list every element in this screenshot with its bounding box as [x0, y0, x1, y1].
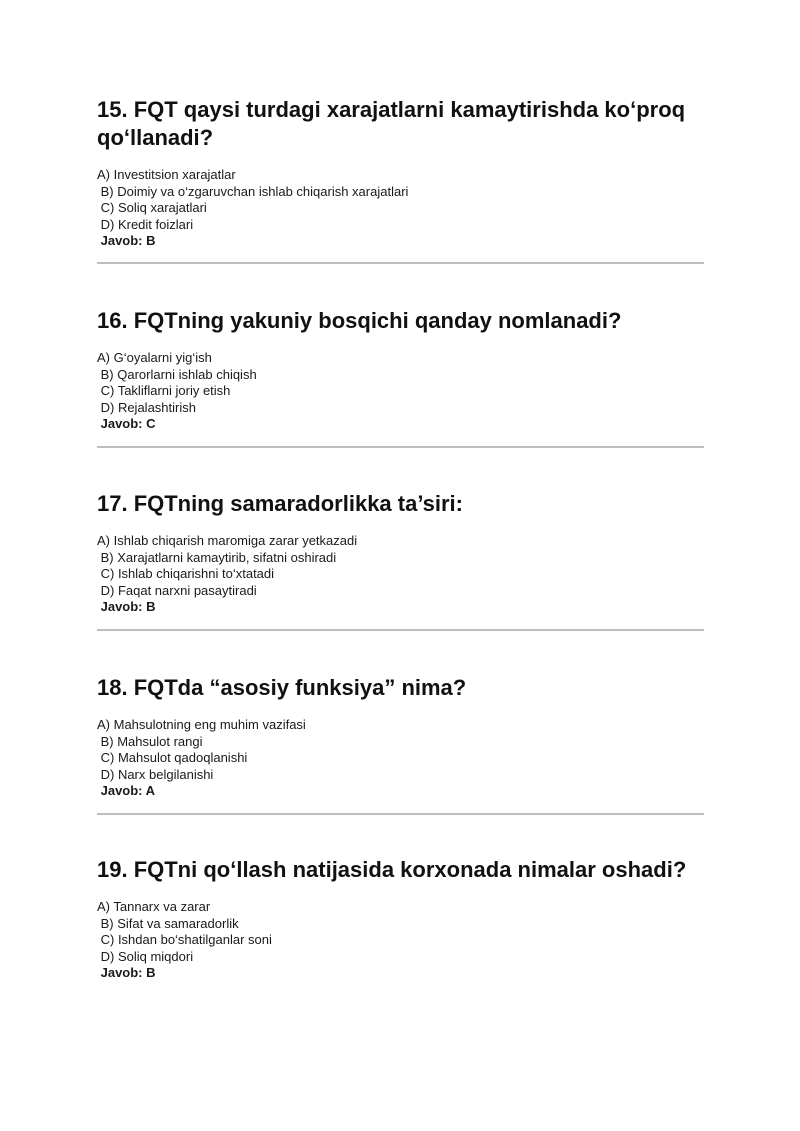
- option-c: C) Takliflarni joriy etish: [97, 383, 231, 398]
- options-list: [97, 167, 707, 250]
- option-a: A) Ishlab chiqarish maromiga zarar yetkazadi: [97, 533, 358, 548]
- question-title: 17. FQTning samaradorlikka ta’siri:: [97, 491, 463, 516]
- option-b: B) Doimiy va o‘zgaruvchan ishlab chiqarish xarajatlari: [97, 183, 409, 199]
- option-a: A) G‘oyalarni yig‘ish: [97, 350, 212, 365]
- option-d: D) Rejalashtirish: [97, 399, 196, 415]
- divider: [97, 813, 704, 815]
- question-title: 18. FQTda “asosiy funksiya” nima?: [97, 675, 467, 700]
- question-title: 19. FQTni qo‘llash natijasida korxonada nimalar oshadi?: [97, 857, 687, 882]
- option-d: D) Faqat narxni pasaytiradi: [97, 582, 257, 598]
- options-list: [97, 899, 707, 982]
- option-a: A) Mahsulotning eng muhim vazifasi: [97, 717, 306, 732]
- options-list: [97, 533, 707, 616]
- options-list: [97, 717, 707, 800]
- question-16: [97, 307, 707, 433]
- question-title: 15. FQT qaysi turdagi xarajatlarni kamaytirishda ko‘proq qo‘llanadi?: [97, 97, 686, 150]
- question-17: [97, 490, 707, 616]
- options-list: [97, 350, 707, 433]
- option-c: C) Mahsulot qadoqlanishi: [97, 750, 248, 765]
- question-18: [97, 674, 707, 800]
- answer-line: Javob: C: [97, 416, 156, 431]
- answer-line: Javob: B: [97, 233, 156, 248]
- question-15: [97, 96, 707, 250]
- question-title: 16. FQTning yakuniy bosqichi qanday nomlanadi?: [97, 308, 622, 333]
- divider: [97, 446, 704, 448]
- divider: [97, 629, 704, 631]
- divider: [97, 262, 704, 264]
- option-d: D) Narx belgilanishi: [97, 766, 214, 782]
- option-b: B) Mahsulot rangi: [97, 733, 203, 749]
- option-b: B) Qarorlarni ishlab chiqish: [97, 366, 257, 382]
- option-b: B) Xarajatlarni kamaytirib, sifatni oshiradi: [97, 549, 337, 565]
- option-a: A) Tannarx va zarar: [97, 899, 211, 914]
- answer-line: Javob: B: [97, 965, 156, 980]
- question-19: [97, 856, 707, 982]
- option-d: D) Soliq miqdori: [97, 948, 194, 964]
- answer-line: Javob: B: [97, 599, 156, 614]
- option-c: C) Soliq xarajatlari: [97, 200, 207, 215]
- answer-line: Javob: A: [97, 783, 156, 798]
- option-b: B) Sifat va samaradorlik: [97, 915, 239, 931]
- option-c: C) Ishlab chiqarishni to‘xtatadi: [97, 566, 275, 581]
- option-d: D) Kredit foizlari: [97, 216, 194, 232]
- option-a: A) Investitsion xarajatlar: [97, 167, 236, 182]
- option-c: C) Ishdan bo‘shatilganlar soni: [97, 932, 272, 947]
